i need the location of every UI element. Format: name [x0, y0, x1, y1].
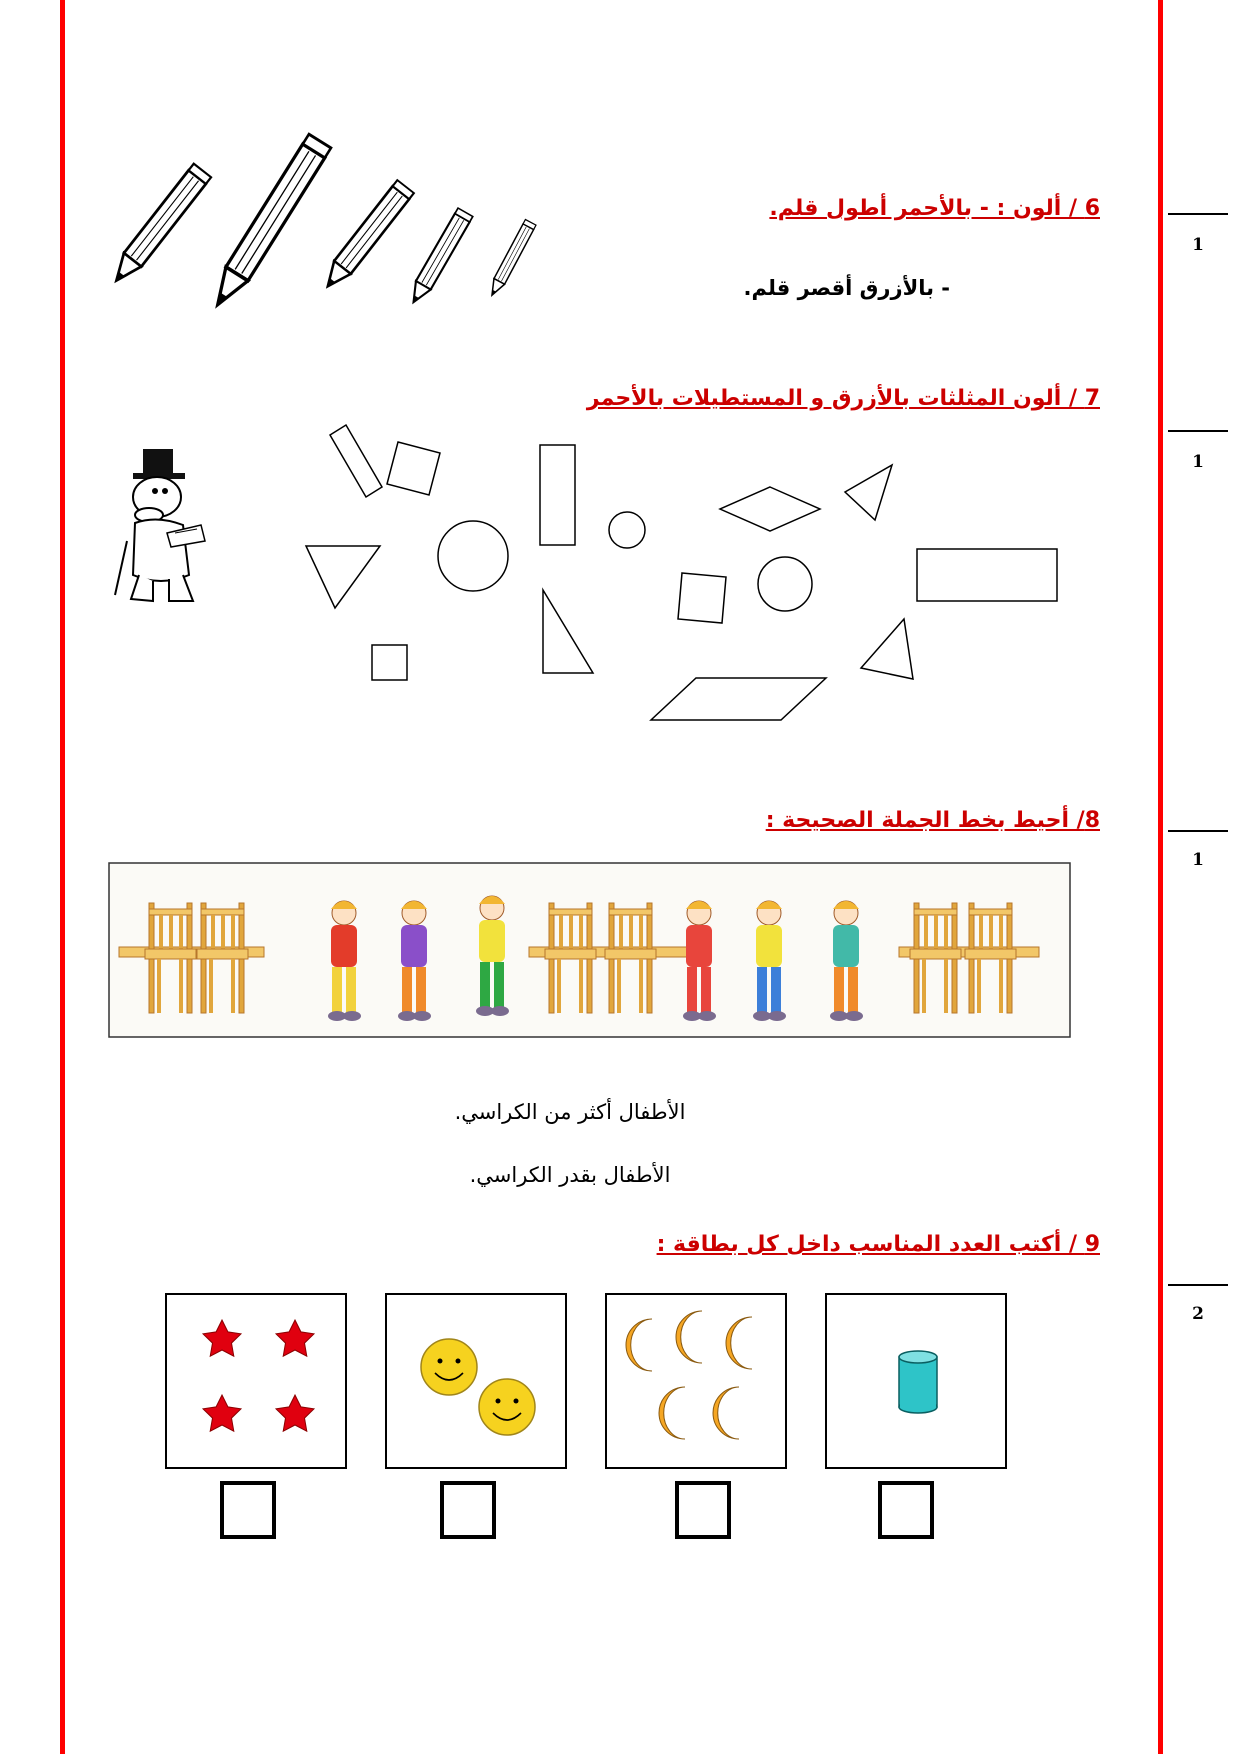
crescent-moon-icon — [626, 1319, 652, 1371]
pencil-icon — [320, 180, 414, 292]
star-icon — [276, 1320, 314, 1356]
cylinder-icon — [899, 1351, 937, 1413]
rectangle-shape — [540, 445, 575, 545]
parallelogram-shape — [651, 678, 826, 720]
score-line — [1168, 430, 1228, 432]
score-line — [1168, 830, 1228, 832]
rectangle-shape — [917, 549, 1057, 601]
score-q9: 2 — [1192, 1304, 1204, 1324]
square-shape — [678, 573, 726, 623]
rectangle-shape — [330, 425, 382, 497]
answer-box-cylinder[interactable] — [878, 1481, 934, 1539]
square-shape — [372, 645, 407, 680]
q6-line2: - بالأزرق أقصر قلم. — [743, 276, 950, 300]
crescent-moon-icon — [659, 1387, 685, 1439]
smiley-icon — [421, 1339, 477, 1395]
triangle-shape — [306, 546, 380, 608]
star-icon — [203, 1320, 241, 1356]
score-q6: 1 — [1192, 235, 1204, 255]
circle-shape — [609, 512, 645, 548]
card-moons — [605, 1293, 787, 1469]
card-stars — [165, 1293, 347, 1469]
rhombus-shape — [720, 487, 820, 531]
shapes-area — [290, 425, 1090, 725]
pencil-icon — [207, 134, 331, 311]
score-q8: 1 — [1192, 850, 1204, 870]
q8-title: 8/ أحيط بخط الجملة الصحيحة : — [765, 808, 1100, 833]
pencil-icon — [406, 208, 473, 306]
triangle-shape — [543, 590, 593, 673]
star-icon — [203, 1395, 241, 1431]
star-icon — [276, 1395, 314, 1431]
crescent-moon-icon — [676, 1311, 702, 1363]
q9-title: 9 / أكتب العدد المناسب داخل كل بطاقة : — [656, 1232, 1100, 1257]
crescent-moon-icon — [726, 1317, 752, 1369]
crescent-moon-icon — [713, 1387, 739, 1439]
score-line — [1168, 1284, 1228, 1286]
score-line — [1168, 213, 1228, 215]
duck-character-illustration — [105, 445, 225, 605]
sentence-option-2[interactable]: الأطفال بقدر الكراسي. — [469, 1163, 671, 1187]
card-cylinder — [825, 1293, 1007, 1469]
circle-shape — [758, 557, 812, 611]
chairs-children-picture — [109, 863, 1070, 1037]
answer-box-moons[interactable] — [675, 1481, 731, 1539]
q6-title: 6 / ألون : - بالأحمر أطول قلم. — [769, 196, 1100, 221]
left-red-margin — [60, 0, 65, 1754]
square-shape — [387, 442, 440, 495]
answer-box-smileys[interactable] — [440, 1481, 496, 1539]
q7-title: 7 / ألون المثلثات بالأزرق و المستطيلات بالأحمر — [586, 386, 1100, 411]
score-q7: 1 — [1192, 452, 1204, 472]
triangle-shape — [861, 619, 913, 679]
pencils-illustration — [110, 125, 570, 350]
circle-shape — [438, 521, 508, 591]
right-red-margin — [1158, 0, 1163, 1754]
pencil-icon — [487, 219, 536, 297]
sentence-option-1[interactable]: الأطفال أكثر من الكراسي. — [454, 1100, 686, 1124]
smiley-icon — [479, 1379, 535, 1435]
triangle-shape — [845, 465, 892, 520]
answer-box-stars[interactable] — [220, 1481, 276, 1539]
card-smileys — [385, 1293, 567, 1469]
pencil-icon — [108, 164, 211, 288]
